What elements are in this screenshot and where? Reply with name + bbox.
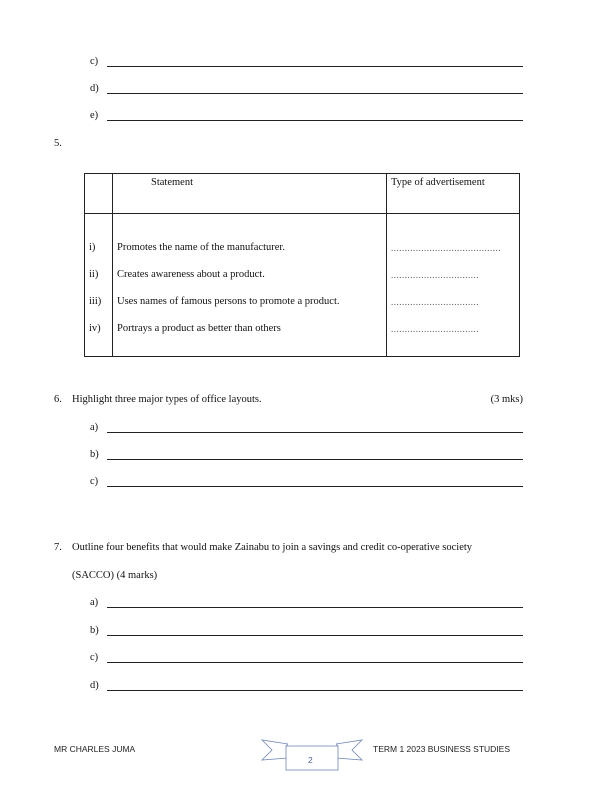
answer-blank[interactable]: ................................ [387, 261, 520, 288]
row-number: iii) [85, 288, 113, 315]
question-text-continued: (SACCO) (4 marks) [72, 570, 158, 581]
answer-line[interactable] [107, 486, 523, 487]
option-label: a) [90, 422, 99, 433]
statement: Portrays a product as better than others [113, 315, 387, 342]
table-header [85, 174, 520, 214]
statement: Uses names of famous persons to promote a product. [113, 288, 387, 315]
question-text: Outline four benefits that would make Zainabu to join a savings and credit co-operative society [72, 542, 473, 553]
answer-line[interactable] [107, 66, 523, 67]
option-label: c) [90, 476, 99, 487]
option-label: c) [90, 652, 99, 663]
header-cell: Type of advertisement [387, 174, 520, 214]
answer-line[interactable] [107, 432, 523, 433]
option-label: b) [90, 449, 99, 460]
option-label: d) [90, 83, 99, 94]
table-row [85, 288, 520, 315]
question-text: Highlight three major types of office layouts. [72, 394, 262, 405]
question-number: 5. [54, 138, 62, 149]
advertisement-table [84, 173, 520, 357]
option-label: c) [90, 56, 99, 67]
answer-line[interactable] [107, 120, 523, 121]
answer-blank[interactable]: ........................................ [387, 234, 520, 261]
statement: Creates awareness about a product. [113, 261, 387, 288]
answer-line[interactable] [107, 607, 523, 608]
header-cell [85, 174, 113, 214]
table-row [85, 261, 520, 288]
statement: Promotes the name of the manufacturer. [113, 234, 387, 261]
answer-line[interactable] [107, 459, 523, 460]
footer-subject: TERM 1 2023 BUSINESS STUDIES [373, 744, 510, 754]
answer-line[interactable] [107, 635, 523, 636]
answer-line[interactable] [107, 690, 523, 691]
option-label: d) [90, 680, 99, 691]
answer-blank[interactable]: ................................ [387, 315, 520, 342]
answer-line[interactable] [107, 93, 523, 94]
option-label: a) [90, 597, 99, 608]
option-label: b) [90, 625, 99, 636]
page-number: 2 [308, 755, 313, 765]
row-number: ii) [85, 261, 113, 288]
answer-line[interactable] [107, 662, 523, 663]
row-number: i) [85, 234, 113, 261]
answer-blank[interactable]: ................................ [387, 288, 520, 315]
question-number: 7. [54, 542, 62, 553]
table-row [85, 234, 520, 261]
marks: (3 mks) [490, 394, 523, 405]
question-number: 6. [54, 394, 62, 405]
footer-author: MR CHARLES JUMA [54, 744, 136, 754]
option-label: e) [90, 110, 99, 121]
row-number: iv) [85, 315, 113, 342]
header-cell: Statement [113, 174, 387, 214]
table-row [85, 315, 520, 342]
